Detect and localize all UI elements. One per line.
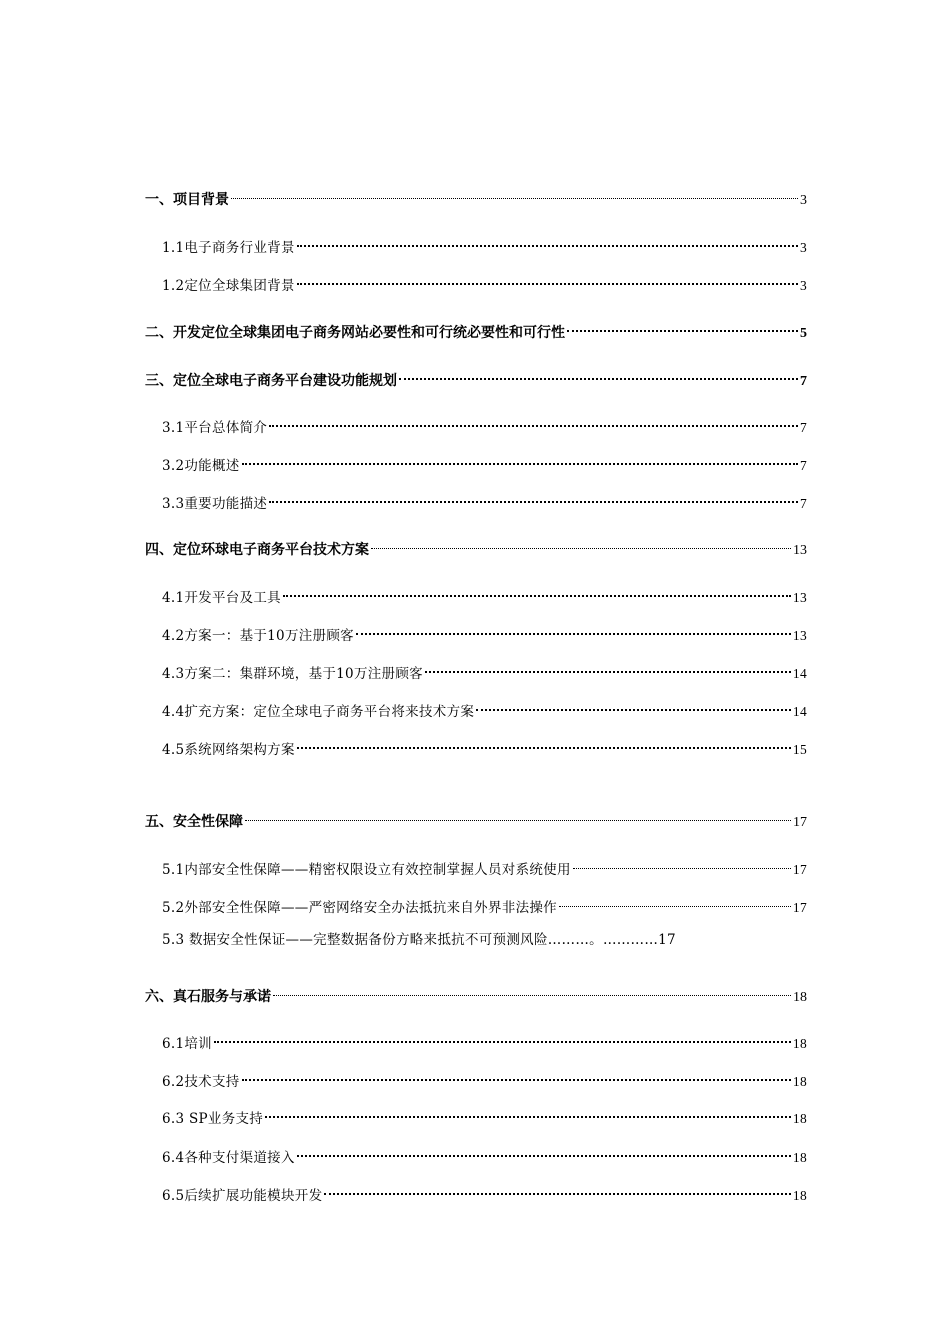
toc-entry-title: 二、开发定位全球集团电子商务网站必要性和可行统必要性和可行性 (145, 325, 565, 341)
toc-entry[interactable] (162, 1140, 807, 1166)
toc-leader (297, 732, 791, 754)
toc-entry-page: 18 (792, 1036, 807, 1051)
toc-leader (297, 1140, 791, 1162)
toc-entry[interactable] (162, 1101, 807, 1127)
toc-entry[interactable] (145, 532, 807, 558)
toc-leader (245, 804, 791, 826)
toc-entry[interactable] (145, 804, 807, 830)
toc-entry[interactable] (162, 580, 807, 606)
toc-entry-page: 7 (799, 458, 807, 473)
toc-entry-title: 1.2定位全球集团背景 (162, 278, 295, 294)
toc-leader (567, 315, 798, 337)
toc-entry-page: 7 (800, 374, 807, 389)
toc-entry-page: 3 (800, 193, 807, 208)
toc-entry[interactable] (145, 182, 807, 208)
toc-leader (231, 182, 798, 204)
toc-entry-title: 六、真石服务与承诺 (145, 989, 271, 1005)
toc-entry-title: 1.1电子商务行业背景 (162, 240, 295, 256)
toc-entry[interactable] (162, 1064, 807, 1090)
toc-entry-title: 4.5系统网络架构方案 (162, 742, 295, 758)
toc-entry-title: 4.2方案一：基于10万注册顾客 (162, 628, 354, 644)
toc-entry[interactable] (162, 486, 807, 512)
toc-entry-title: 3.2功能概述 (162, 458, 240, 474)
toc-leader (399, 363, 798, 385)
toc-leader (425, 656, 791, 678)
toc-entry-page: 18 (792, 1074, 807, 1089)
toc-entry-page: 7 (799, 496, 807, 511)
toc-entry[interactable] (162, 1178, 807, 1204)
toc-entry[interactable] (145, 979, 807, 1005)
toc-entry[interactable] (162, 852, 807, 878)
toc-entry-title: 6.5后续扩展功能模块开发 (162, 1188, 323, 1204)
toc-entry-title: 三、定位全球电子商务平台建设功能规划 (145, 373, 397, 389)
toc-leader (265, 1101, 791, 1123)
toc-entry-page: 17 (792, 900, 807, 915)
toc-entry-title: 5.3 数据安全性保证——完整数据备份方略来抵抗不可预测风险………。…………17 (162, 932, 676, 948)
toc-entry-page: 14 (792, 704, 807, 719)
toc-entry[interactable] (162, 929, 676, 951)
toc-entry-page: 18 (793, 990, 807, 1005)
toc-leader (297, 230, 798, 252)
toc-entry[interactable] (162, 1026, 807, 1052)
toc-entry[interactable] (162, 410, 807, 436)
toc-leader (269, 410, 798, 432)
toc-entry[interactable] (145, 363, 807, 389)
toc-entry-title: 4.4扩充方案：定位全球电子商务平台将来技术方案 (162, 704, 475, 720)
toc-entry[interactable] (162, 890, 807, 916)
toc-entry-page: 7 (799, 420, 807, 435)
toc-entry-title: 3.1平台总体简介 (162, 420, 268, 436)
toc-entry-title: 四、定位环球电子商务平台技术方案 (145, 542, 369, 558)
toc-entry-page: 3 (799, 278, 807, 293)
toc-entry-title: 6.1培训 (162, 1036, 212, 1052)
toc-leader (559, 890, 791, 912)
toc-leader (273, 979, 791, 1001)
toc-entry-title: 6.2技术支持 (162, 1074, 240, 1090)
toc-entry-page: 14 (792, 666, 807, 681)
toc-leader (242, 1064, 791, 1086)
toc-entry-title: 6.3 SP业务支持 (162, 1111, 264, 1127)
toc-leader (283, 580, 791, 602)
toc-leader (297, 268, 798, 290)
toc-entry-page: 18 (792, 1111, 807, 1126)
toc-leader (269, 486, 798, 508)
toc-entry-page: 5 (800, 326, 807, 341)
toc-entry-page: 13 (793, 543, 807, 558)
toc-entry[interactable] (162, 230, 807, 256)
toc-entry-page: 15 (792, 742, 807, 757)
toc-entry-page: 18 (792, 1150, 807, 1165)
toc-leader (573, 852, 791, 874)
toc-entry-page: 17 (793, 815, 807, 830)
toc-entry-title: 5.2外部安全性保障——严密网络安全办法抵抗来自外界非法操作 (162, 900, 557, 916)
toc-entry-title: 一、项目背景 (145, 192, 229, 208)
toc-leader (242, 448, 798, 470)
toc-entry-title: 5.1内部安全性保障——精密权限设立有效控制掌握人员对系统使用 (162, 862, 571, 878)
toc-leader (371, 532, 791, 554)
toc-entry[interactable] (145, 315, 807, 341)
toc-leader (356, 618, 791, 640)
toc-entry-title: 3.3重要功能描述 (162, 496, 268, 512)
toc-leader (214, 1026, 791, 1048)
toc-entry[interactable] (162, 618, 807, 644)
toc-entry-title: 五、安全性保障 (145, 814, 243, 830)
toc-leader (476, 694, 791, 716)
toc-entry[interactable] (162, 732, 807, 758)
toc-entry[interactable] (162, 268, 807, 294)
toc-entry-title: 4.3方案二：集群环境，基于10万注册顾客 (162, 666, 423, 682)
toc-entry-title: 6.4各种支付渠道接入 (162, 1150, 295, 1166)
toc-entry[interactable] (162, 656, 807, 682)
toc-entry-page: 3 (799, 240, 807, 255)
toc-entry[interactable] (162, 694, 807, 720)
toc-leader (324, 1178, 791, 1200)
toc-entry[interactable] (162, 448, 807, 474)
toc-entry-page: 17 (792, 862, 807, 877)
toc-entry-page: 13 (792, 590, 807, 605)
toc-entry-page: 13 (792, 628, 807, 643)
toc-entry-page: 18 (792, 1188, 807, 1203)
toc-entry-title: 4.1开发平台及工具 (162, 590, 281, 606)
